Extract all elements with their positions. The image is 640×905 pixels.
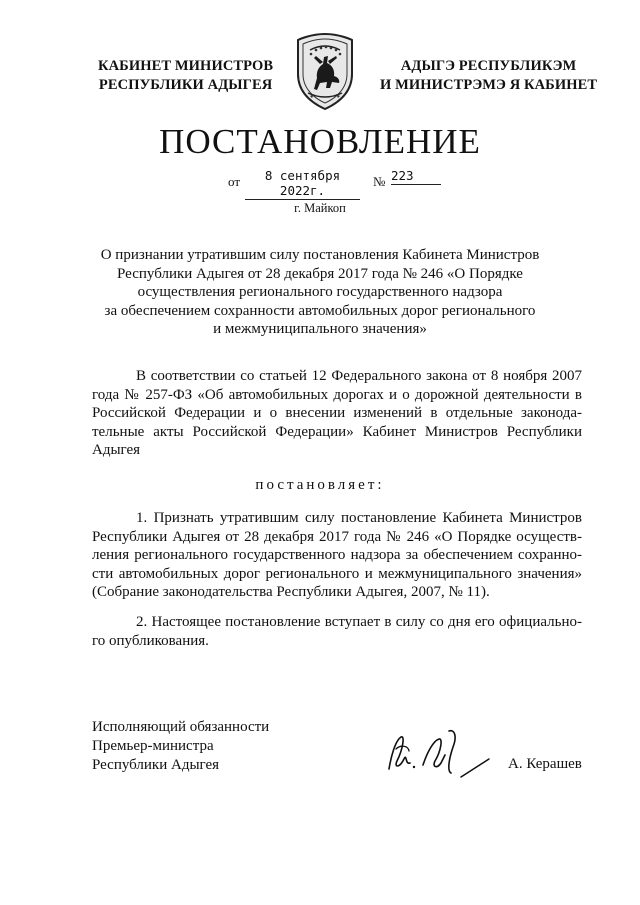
issuer-name-adyghe-line1: АДЫГЭ РЕСПУБЛИКЭМ	[400, 58, 577, 74]
decree-item-2: 2. Настоящее постановление вступает в силу со дня его официально-го опубликования.	[92, 614, 582, 649]
issuer-name-russian-line1: КАБИНЕТ МИНИСТРОВ	[98, 58, 274, 74]
issuer-name-russian-line2: РЕСПУБЛИКИ АДЫГЕЯ	[98, 77, 273, 93]
document-date: 8 сентября 2022г.	[245, 168, 360, 200]
issuer-name-russian	[98, 57, 273, 95]
signatory-position	[92, 718, 269, 775]
date-prefix-label: от	[228, 174, 241, 189]
subject-line: осуществления регионального государственного надзора	[137, 284, 503, 300]
issuer-name-adyghe	[380, 57, 597, 95]
subject-line: О признании утратившим силу постановления Кабинета Министров	[100, 247, 540, 263]
decree-item-1: 1. Признать утратившим силу постановление Кабинета Министров Республики Адыгея от 28 декабря 2017 года № 246 «О Порядке осуществ-ления регионального государственного надзора за обеспечением сохранно-сти автомобильных дорог регионального и межмуниципального значения» (Собрание законодательства Республики Адыгея, 2007, № 11).	[92, 510, 582, 600]
document-number: 223	[391, 168, 441, 185]
issuer-name-adyghe-line2: И МИНИСТРЭМЭ Я КАБИНЕТ	[380, 77, 598, 93]
subject-line: и межмуниципального значения»	[213, 321, 427, 337]
signatory-position-line1: Исполняющий обязанности	[92, 719, 270, 735]
decree-word: постановляет:	[255, 477, 385, 493]
document-subject	[100, 246, 540, 339]
signatory-position-line3: Республики Адыгея	[92, 757, 220, 773]
preamble-paragraph: В соответствии со статьей 12 Федерального закона от 8 ноября 2007 года № 257-ФЗ «Об автомобильных дорогах и о дорожной деятельности в Российской Федерации и о внесении изменений в отдельные законода-тельные акты Российской Федерации» Кабинет Министров Республики Адыгея	[92, 368, 582, 458]
document-title: ПОСТАНОВЛЕНИЕ	[159, 122, 481, 161]
subject-line: за обеспечением сохранности автомобильных дорог регионального	[104, 302, 536, 319]
signature-icon	[383, 723, 493, 783]
subject-line: Республики Адыгея от 28 декабря 2017 года № 246 «О Порядке	[117, 265, 523, 282]
signatory-position-line2: Премьер-министра	[92, 738, 214, 754]
number-label: №	[373, 174, 386, 189]
city-name: г. Майкоп	[294, 201, 346, 215]
coat-of-arms-icon	[290, 30, 360, 112]
signatory-name: А. Керашев	[508, 756, 582, 772]
